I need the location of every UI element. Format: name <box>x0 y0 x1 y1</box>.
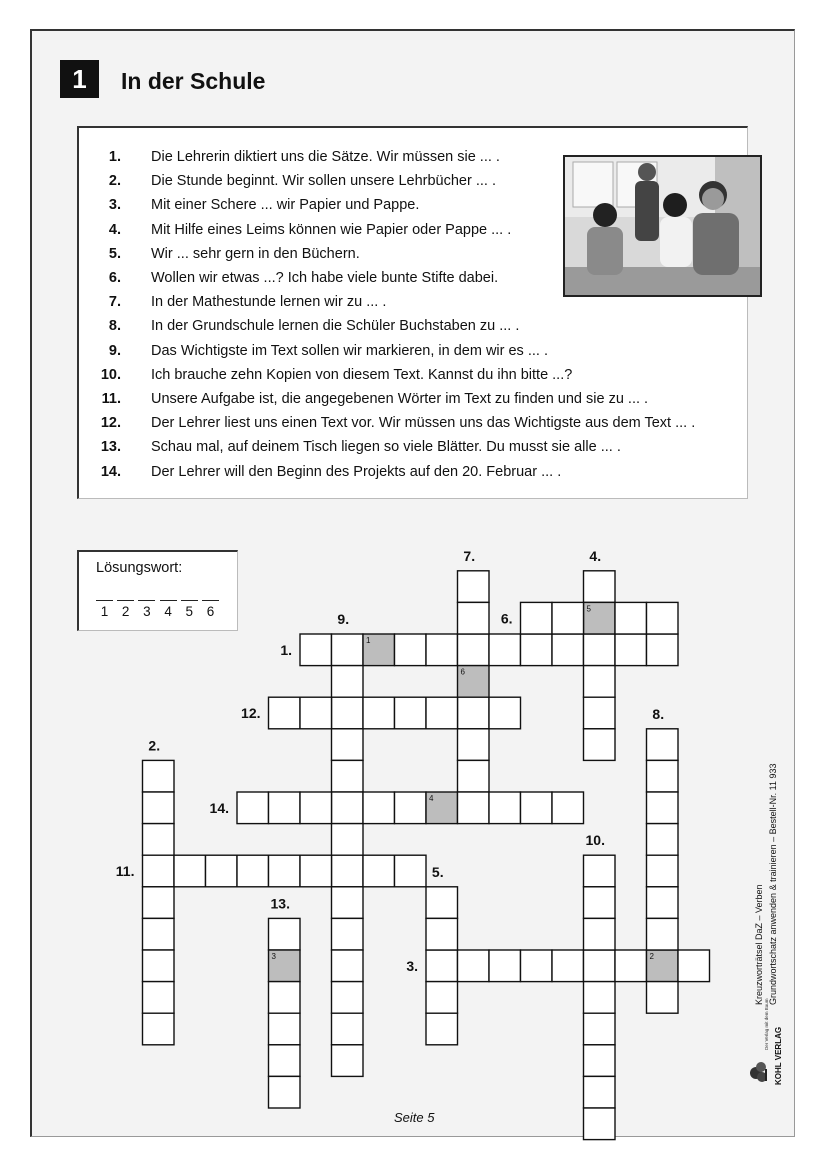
grid-cell[interactable] <box>584 1013 616 1045</box>
grid-cell[interactable] <box>521 950 553 982</box>
grid-cell[interactable] <box>269 1045 301 1077</box>
grid-cell[interactable] <box>552 792 584 824</box>
grid-cell[interactable] <box>584 982 616 1014</box>
grid-cell[interactable] <box>426 887 458 919</box>
grid-cell[interactable] <box>332 792 364 824</box>
clue-label: 9. <box>337 611 350 627</box>
grid-cell[interactable] <box>395 697 427 729</box>
clue-text: Wollen wir etwas ...? Ich habe viele bunte Stifte dabei. <box>151 270 499 286</box>
clue-label: 10. <box>585 832 605 849</box>
exercise-number: 1 <box>60 60 99 98</box>
grid-cell[interactable] <box>332 918 364 950</box>
grid-cell[interactable] <box>300 634 332 666</box>
grid-cell[interactable] <box>332 855 364 887</box>
grid-cell[interactable] <box>143 824 175 856</box>
clue-text: Schau mal, auf deinem Tisch liegen so viele Blätter. Du musst sie alle ... . <box>151 439 621 456</box>
grid-cell[interactable] <box>678 950 710 982</box>
grid-cell[interactable] <box>332 634 364 666</box>
clue-text: In der Grundschule lernen die Schüler Buchstaben zu ... . <box>151 318 520 335</box>
clue-text: Das Wichtigste im Text sollen wir markieren, in dem wir es ... . <box>151 342 548 359</box>
grid-cell[interactable] <box>332 1045 364 1077</box>
grid-cell[interactable] <box>332 760 364 792</box>
grid-cell[interactable] <box>143 792 175 824</box>
side-text-series: Kreuzworträtsel DaZ – Verben <box>754 884 764 1005</box>
grid-cell[interactable] <box>584 887 616 919</box>
clue-label: 12. <box>241 705 261 722</box>
solution-index: 3 <box>271 952 276 961</box>
grid-cell[interactable] <box>647 855 679 887</box>
clue-number: 3. <box>108 197 121 214</box>
clue-number: 12. <box>100 415 121 432</box>
grid-cell[interactable] <box>584 855 616 887</box>
grid-cell[interactable] <box>363 697 395 729</box>
grid-cell[interactable] <box>584 697 616 729</box>
grid-cell[interactable] <box>332 1013 364 1045</box>
grid-cell[interactable] <box>552 602 584 634</box>
solution-slot[interactable]: 1 <box>96 600 113 619</box>
grid-cell[interactable] <box>584 634 616 666</box>
grid-cell[interactable] <box>426 697 458 729</box>
grid-cell[interactable] <box>269 855 301 887</box>
grid-cell[interactable] <box>458 634 490 666</box>
grid-cell[interactable] <box>647 729 679 761</box>
grid-cell[interactable] <box>332 887 364 919</box>
grid-cell[interactable] <box>300 697 332 729</box>
grid-cell[interactable] <box>458 792 490 824</box>
grid-cell[interactable] <box>489 950 521 982</box>
grid-cell[interactable] <box>143 950 175 982</box>
grid-cell[interactable] <box>584 729 616 761</box>
solution-index: 5 <box>586 604 591 614</box>
grid-cell[interactable] <box>143 855 175 887</box>
solution-label: Lösungswort: <box>96 560 183 576</box>
grid-cell[interactable] <box>615 634 647 666</box>
grid-cell[interactable] <box>143 918 175 950</box>
grid-cell[interactable] <box>552 634 584 666</box>
clue-number: 8. <box>108 318 121 335</box>
grid-cell[interactable] <box>426 1013 458 1045</box>
grid-cell[interactable] <box>269 792 301 824</box>
grid-cell[interactable] <box>269 1076 301 1108</box>
clue-number: 6. <box>108 270 121 286</box>
grid-cell[interactable] <box>647 760 679 792</box>
grid-cell[interactable] <box>269 697 301 729</box>
grid-cell[interactable] <box>615 602 647 634</box>
clue-label: 2. <box>148 737 161 754</box>
grid-cell[interactable] <box>363 855 395 887</box>
grid-cell[interactable] <box>332 950 364 982</box>
grid-cell[interactable] <box>395 855 427 887</box>
clue-label: 3. <box>406 958 418 974</box>
clue-text: Der Lehrer will den Beginn des Projekts auf den 20. Februar ... . <box>151 463 562 480</box>
clue-label: 1. <box>280 642 292 658</box>
grid-cell[interactable] <box>332 729 364 761</box>
grid-cell[interactable] <box>647 792 679 824</box>
clue-text: Der Lehrer liest uns einen Text vor. Wir müssen uns das Wichtigste aus dem Text ... . <box>151 415 696 432</box>
grid-cell[interactable] <box>489 792 521 824</box>
grid-cell[interactable] <box>143 1013 175 1045</box>
grid-cell[interactable] <box>489 634 521 666</box>
grid-cell[interactable] <box>332 697 364 729</box>
grid-cell[interactable] <box>584 918 616 950</box>
solution-index: 4 <box>429 794 434 803</box>
grid-cell[interactable] <box>647 918 679 950</box>
clue-number: 5. <box>108 245 121 262</box>
clue-number: 1. <box>108 149 121 165</box>
grid-cell[interactable] <box>458 571 490 603</box>
grid-cell[interactable] <box>332 824 364 856</box>
grid-cell[interactable] <box>615 950 647 982</box>
grid-cell[interactable] <box>489 697 521 729</box>
clue-label: 5. <box>431 863 444 880</box>
clue-label: 7. <box>463 547 476 564</box>
clue-text: Mit einer Schere ... wir Papier und Pappe. <box>151 197 420 214</box>
grid-cell[interactable] <box>426 918 458 950</box>
grid-cell[interactable] <box>426 950 458 982</box>
clue-text: Mit Hilfe eines Leims können wie Papier oder Pappe ... . <box>151 221 512 238</box>
grid-cell[interactable] <box>143 982 175 1014</box>
grid-cell[interactable] <box>300 855 332 887</box>
clue-number: 14. <box>100 463 121 480</box>
side-text-order: Grundwortschatz anwenden & trainieren – Bestell-Nr. 11 933 <box>768 763 778 1005</box>
grid-cell[interactable] <box>332 666 364 698</box>
grid-cell[interactable] <box>206 855 238 887</box>
clue-number: 13. <box>100 439 121 456</box>
clue-label: 14. <box>209 800 229 816</box>
publisher-slogan: Der Verlag mit dem Baum <box>764 998 769 1050</box>
clue-number: 2. <box>108 173 121 190</box>
solution-index: 2 <box>649 952 654 961</box>
clue-number: 7. <box>108 294 121 311</box>
grid-cell[interactable] <box>143 760 175 792</box>
grid-cell[interactable] <box>584 950 616 982</box>
clue-label: 11. <box>115 863 135 880</box>
clue-label: 6. <box>500 610 513 627</box>
grid-cell[interactable] <box>647 982 679 1014</box>
grid-cell[interactable] <box>458 697 490 729</box>
clue-number: 11. <box>101 391 121 407</box>
solution-slot[interactable]: 4 <box>160 600 177 619</box>
clue-text: Ich brauche zehn Kopien von diesem Text. Kannst du ihn bitte ...? <box>151 366 573 383</box>
grid-cell[interactable] <box>647 887 679 919</box>
clue-label: 8. <box>652 705 665 722</box>
solution-index: 6 <box>460 667 465 677</box>
grid-cell[interactable] <box>269 918 301 950</box>
grid-cell[interactable] <box>521 634 553 666</box>
clue-text: Die Stunde beginnt. Wir sollen unsere Lehrbücher ... . <box>151 173 496 190</box>
grid-cell[interactable] <box>458 760 490 792</box>
clue-number: 4. <box>108 221 121 238</box>
grid-cell[interactable] <box>426 634 458 666</box>
clue-text: Wir ... sehr gern in den Büchern. <box>151 245 360 262</box>
solution-index: 1 <box>366 636 371 645</box>
clue-text: Unsere Aufgabe ist, die angegebenen Wörter im Text zu finden und sie zu ... . <box>151 391 649 407</box>
clue-text: Die Lehrerin diktiert uns die Sätze. Wir müssen sie ... . <box>151 149 500 165</box>
solution-slot[interactable]: 3 <box>138 600 155 619</box>
clue-label: 4. <box>589 547 602 564</box>
grid-cell[interactable] <box>332 982 364 1014</box>
grid-cell[interactable] <box>458 729 490 761</box>
grid-cell[interactable] <box>269 982 301 1014</box>
grid-cell[interactable] <box>584 1045 616 1077</box>
grid-cell[interactable] <box>584 571 616 603</box>
grid-cell[interactable] <box>458 602 490 634</box>
grid-cell[interactable] <box>237 855 269 887</box>
solution-slot[interactable]: 2 <box>117 600 134 619</box>
grid-cell[interactable] <box>584 666 616 698</box>
grid-cell[interactable] <box>584 1108 616 1140</box>
grid-cell[interactable] <box>584 1076 616 1108</box>
grid-cell[interactable] <box>300 792 332 824</box>
grid-cell[interactable] <box>269 1013 301 1045</box>
grid-cell[interactable] <box>395 634 427 666</box>
grid-cell[interactable] <box>647 824 679 856</box>
grid-cell[interactable] <box>521 602 553 634</box>
clue-number: 10. <box>100 366 121 383</box>
page-title: In der Schule <box>121 68 266 94</box>
clue-text: In der Mathestunde lernen wir zu ... . <box>151 294 387 311</box>
clue-number: 9. <box>108 342 121 359</box>
tree-logo-icon <box>750 1062 767 1082</box>
grid-cell[interactable] <box>458 950 490 982</box>
grid-cell[interactable] <box>363 792 395 824</box>
grid-cell[interactable] <box>174 855 206 887</box>
solution-slot[interactable]: 6 <box>202 600 219 619</box>
solution-slot[interactable]: 5 <box>181 600 198 619</box>
grid-cell[interactable] <box>521 792 553 824</box>
grid-cell[interactable] <box>237 792 269 824</box>
page-footer: Seite 5 <box>394 1110 435 1125</box>
grid-cell[interactable] <box>395 792 427 824</box>
grid-cell[interactable] <box>647 634 679 666</box>
clue-label: 13. <box>270 895 290 912</box>
grid-cell[interactable] <box>647 602 679 634</box>
grid-cell[interactable] <box>143 887 175 919</box>
grid-cell[interactable] <box>426 982 458 1014</box>
publisher-sidebar <box>748 715 788 1085</box>
grid-cell[interactable] <box>552 950 584 982</box>
publisher-name: KOHL VERLAG <box>774 1026 783 1085</box>
